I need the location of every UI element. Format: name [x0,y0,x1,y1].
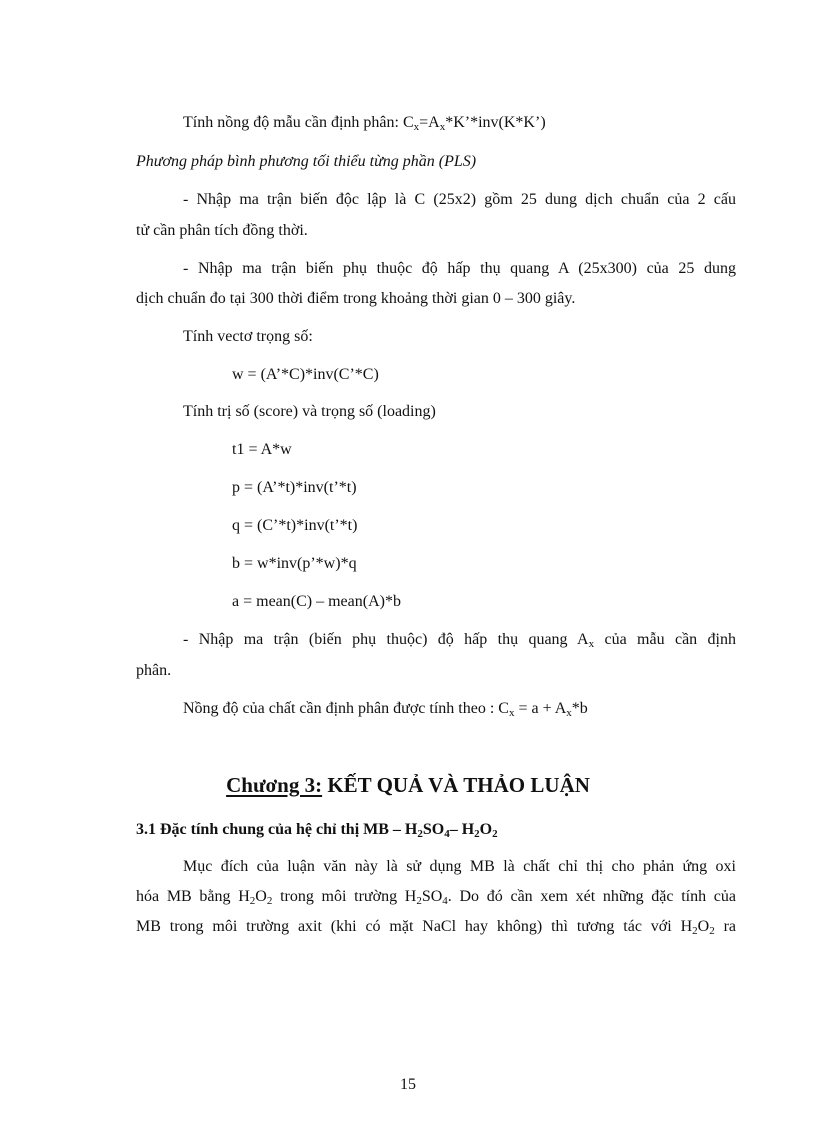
pls-method-title: Phương pháp bình phương tối thiểu từng phần (PLS) [136,153,477,170]
paragraph-line: tử cần phân tích đồng thời. [136,222,308,239]
paragraph-line: Mục đích của luận văn này là sử dụng MB là chất chỉ thị cho phản ứng oxi [183,858,736,875]
equation-q: q = (C’*t)*inv(t’*t) [232,517,358,534]
paragraph-line: hóa MB bằng $H_2O_2$ trong môi trường $H_2SO_4$. Do đó cần xem xét những đặc tính của [136,888,736,907]
equation-a: a = mean(C) – mean(A)*b [232,593,401,610]
paragraph-line: dịch chuẩn đo tại 300 thời điểm trong khoảng thời gian 0 – 300 giây. [136,290,576,307]
page-number: 15 [400,1076,416,1093]
weight-vector-intro: Tính vectơ trọng số: [183,328,313,345]
paragraph-line: phân. [136,662,172,679]
chapter-label: Chương 3: [226,773,323,797]
chapter-heading [0,772,816,798]
equation-w: w = (A’*C)*inv(C’*C) [232,366,379,383]
equation-p: p = (A’*t)*inv(t’*t) [232,479,357,496]
equation-b: b = w*inv(p’*w)*q [232,555,357,572]
paragraph-line: MB trong môi trường axit (khi có mặt NaCl hay không) thì tương tác với $H_2O_2$ ra [136,918,737,937]
paragraph-line: - Nhập ma trận biến độc lập là C (25x2) gồm 25 dung dịch chuẩn của 2 cấu [183,191,736,208]
equation-t1: t1 = A*w [232,441,292,458]
paragraph-line: - Nhập ma trận (biến phụ thuộc) độ hấp thụ quang $A_x$ của mẫu cần định [183,631,736,650]
concentration-formula-line: Nồng độ của chất cần định phân được tính theo : $C_x = a + A_x*b$ [183,700,588,719]
score-loading-intro: Tính trị số (score) và trọng số (loading) [183,403,436,420]
section-heading: 3.1 Đặc tính chung của hệ chỉ thị MB – $H_2SO_4-$ $H_2O_2$ [136,821,498,840]
paragraph-line: - Nhập ma trận biến phụ thuộc độ hấp thụ quang A (25x300) của 25 dung [183,260,736,277]
cx-formula-line: Tính nồng độ mẫu cần định phân: $C_x=A_x*K’*inv(K*K’)$ [183,114,546,133]
chapter-title: KẾT QUẢ VÀ THẢO LUẬN [322,773,590,797]
